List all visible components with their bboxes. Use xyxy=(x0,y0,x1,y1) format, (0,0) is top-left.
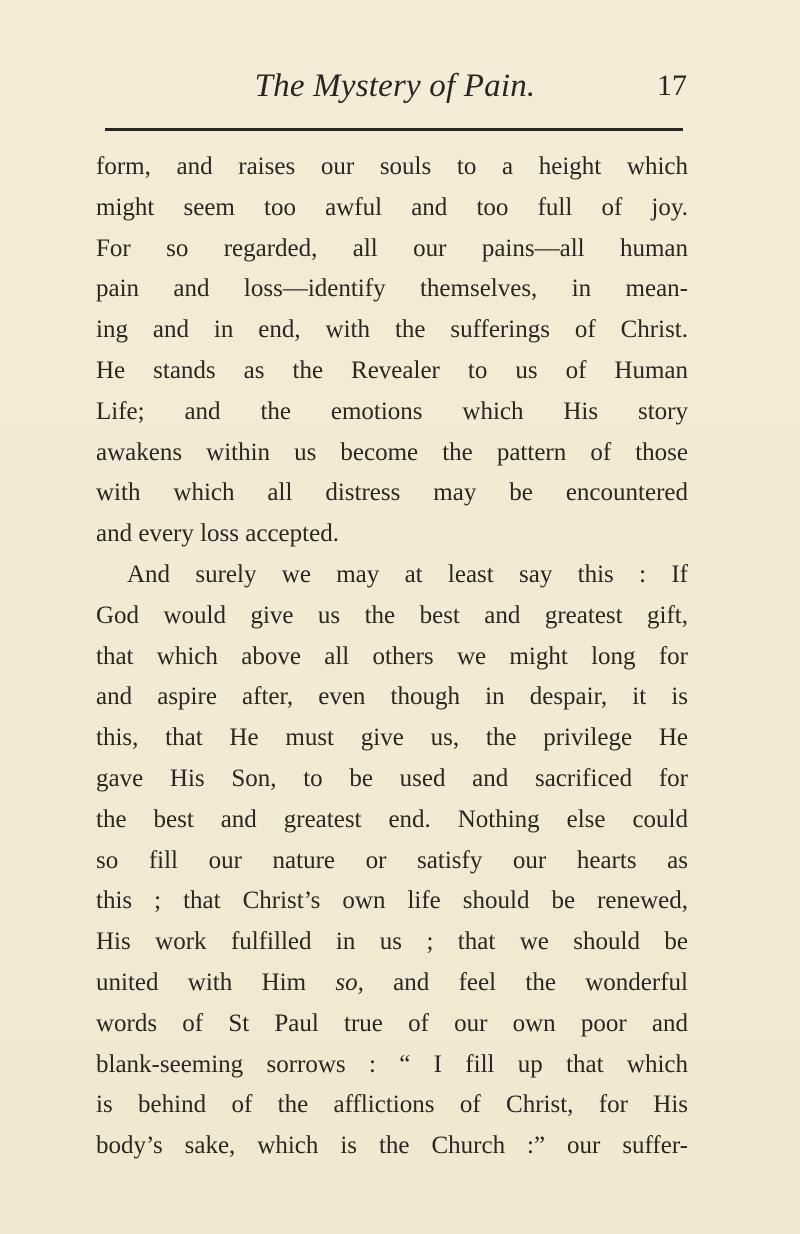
line-segment: united with Him xyxy=(96,968,336,996)
text-line: that which above all others we might long for xyxy=(96,642,688,670)
text-line: His work fulfilled in us ; that we should be xyxy=(96,928,688,956)
running-title: The Mystery of Pain. xyxy=(254,68,536,104)
text-line: words of St Paul true of our own poor and xyxy=(96,1009,688,1037)
text-line: and aspire after, even though in despair, it is xyxy=(96,683,688,711)
text-line: ing and in end, with the sufferings of Christ. xyxy=(96,316,688,344)
text-line: pain and loss—identify themselves, in mean- xyxy=(96,275,688,303)
page-number: 17 xyxy=(657,69,687,102)
text-line: the best and greatest end. Nothing else could xyxy=(96,805,688,833)
paragraph-start-line: And surely we may at least say this : If xyxy=(127,560,688,588)
paragraph-end-line: and every loss accepted. xyxy=(96,520,339,548)
text-line: awakens within us become the pattern of those xyxy=(96,438,688,466)
text-line: is behind of the afflictions of Christ, for His xyxy=(96,1091,688,1119)
text-line: Life; and the emotions which His story xyxy=(96,397,688,425)
running-head xyxy=(95,68,695,118)
text-line xyxy=(96,963,688,1004)
text-line: gave His Son, to be used and sacrificed for xyxy=(96,764,688,792)
line-segment: and feel the wonderful xyxy=(363,968,688,996)
header-rule xyxy=(105,128,683,131)
text-line: so fill our nature or satisfy our hearts as xyxy=(96,846,688,874)
text-line: blank-seeming sorrows : “ I fill up that which xyxy=(96,1050,688,1078)
body-text xyxy=(96,147,688,1167)
text-line: form, and raises our souls to a height which xyxy=(96,153,688,180)
italic-emphasis: so, xyxy=(335,968,364,996)
text-line: God would give us the best and greatest gift, xyxy=(96,601,688,629)
text-line: He stands as the Revealer to us of Human xyxy=(96,356,688,384)
text-line: might seem too awful and too full of joy. xyxy=(96,193,688,221)
text-line: this, that He must give us, the privilege He xyxy=(96,724,688,752)
text-line: body’s sake, which is the Church :” our suffer- xyxy=(96,1132,688,1160)
text-line: For so regarded, all our pains—all human xyxy=(96,234,688,262)
text-line: with which all distress may be encountered xyxy=(96,479,688,507)
text-line: this ; that Christ’s own life should be renewed, xyxy=(96,887,688,915)
